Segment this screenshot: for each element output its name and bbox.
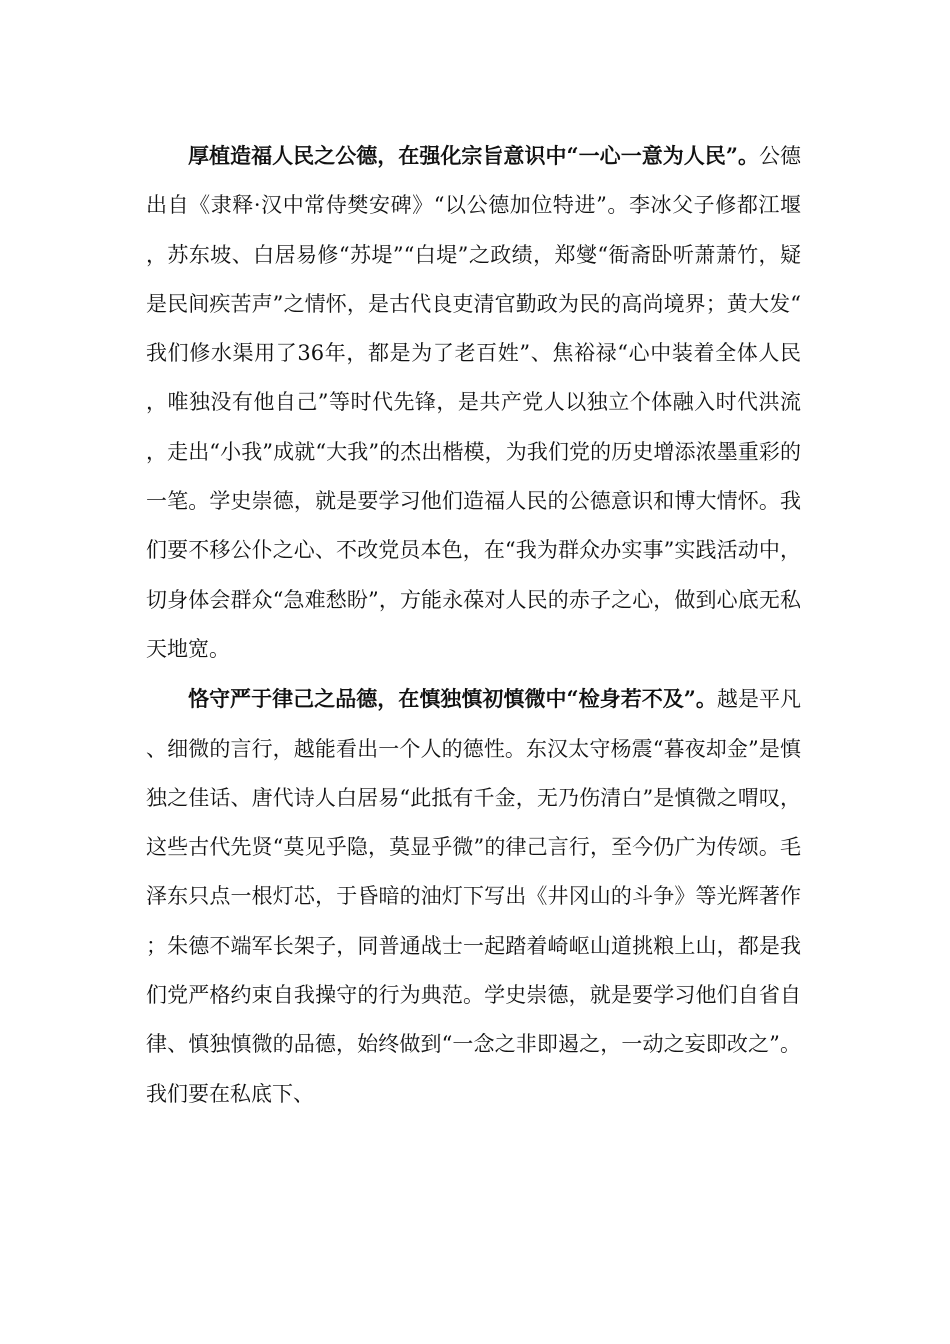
paragraph-lead-heading: 恪守严于律己之品德，在慎独慎初慎微中“检身若不及”。 [188,686,717,712]
paragraph-self-discipline [146,674,801,1119]
paragraph-public-virtue [146,131,801,674]
paragraph-body-text: 公德出自《隶释·汉中常侍樊安碑》“以公德加位特进”。李冰父子修都江堰，苏东坡、白居易修“苏堤”“白堤”之政绩，郑燮“衙斋卧听萧萧竹，疑是民间疾苦声”之情怀，是古代良吏清官勤政为民的高尚境界；黄大发“我们修水渠用了36年，都是为了老百姓”、焦裕禄“心中装着全体人民，唯独没有他自己”等时代先锋，是共产党人以独立个体融入时代洪流，走出“小我”成就“大我”的杰出楷模，为我们党的历史增添浓墨重彩的一笔。学史崇德，就是要学习他们造福人民的公德意识和博大情怀。我们要不移公仆之心、不改党员本色，在“我为群众办实事”实践活动中，切身体会群众“急难愁盼”，方能永葆对人民的赤子之心，做到心底无私天地宽。 [146,144,802,661]
paragraph-lead-heading: 厚植造福人民之公德，在强化宗旨意识中“一心一意为人民”。 [188,143,759,168]
document-body [146,131,801,1119]
paragraph-body-text: 越是平凡、细微的言行，越能看出一个人的德性。东汉太守杨震“暮夜却金”是慎独之佳话、唐代诗人白居易“此抵有千金，无乃伤清白”是慎微之喟叹，这些古代先贤“莫见乎隐，莫显乎微”的律己言行，至今仍广为传颂。毛泽东只点一根灯芯，于昏暗的油灯下写出《井冈山的斗争》等光辉著作；朱德不端军长架子，同普通战士一起踏着崎岖山道挑粮上山，都是我们党严格约束自我操守的行为典范。学史崇德，就是要学习他们自省自律、慎独慎微的品德，始终做到“一念之非即遏之，一动之妄即改之”。我们要在私底下、 [146,687,802,1106]
